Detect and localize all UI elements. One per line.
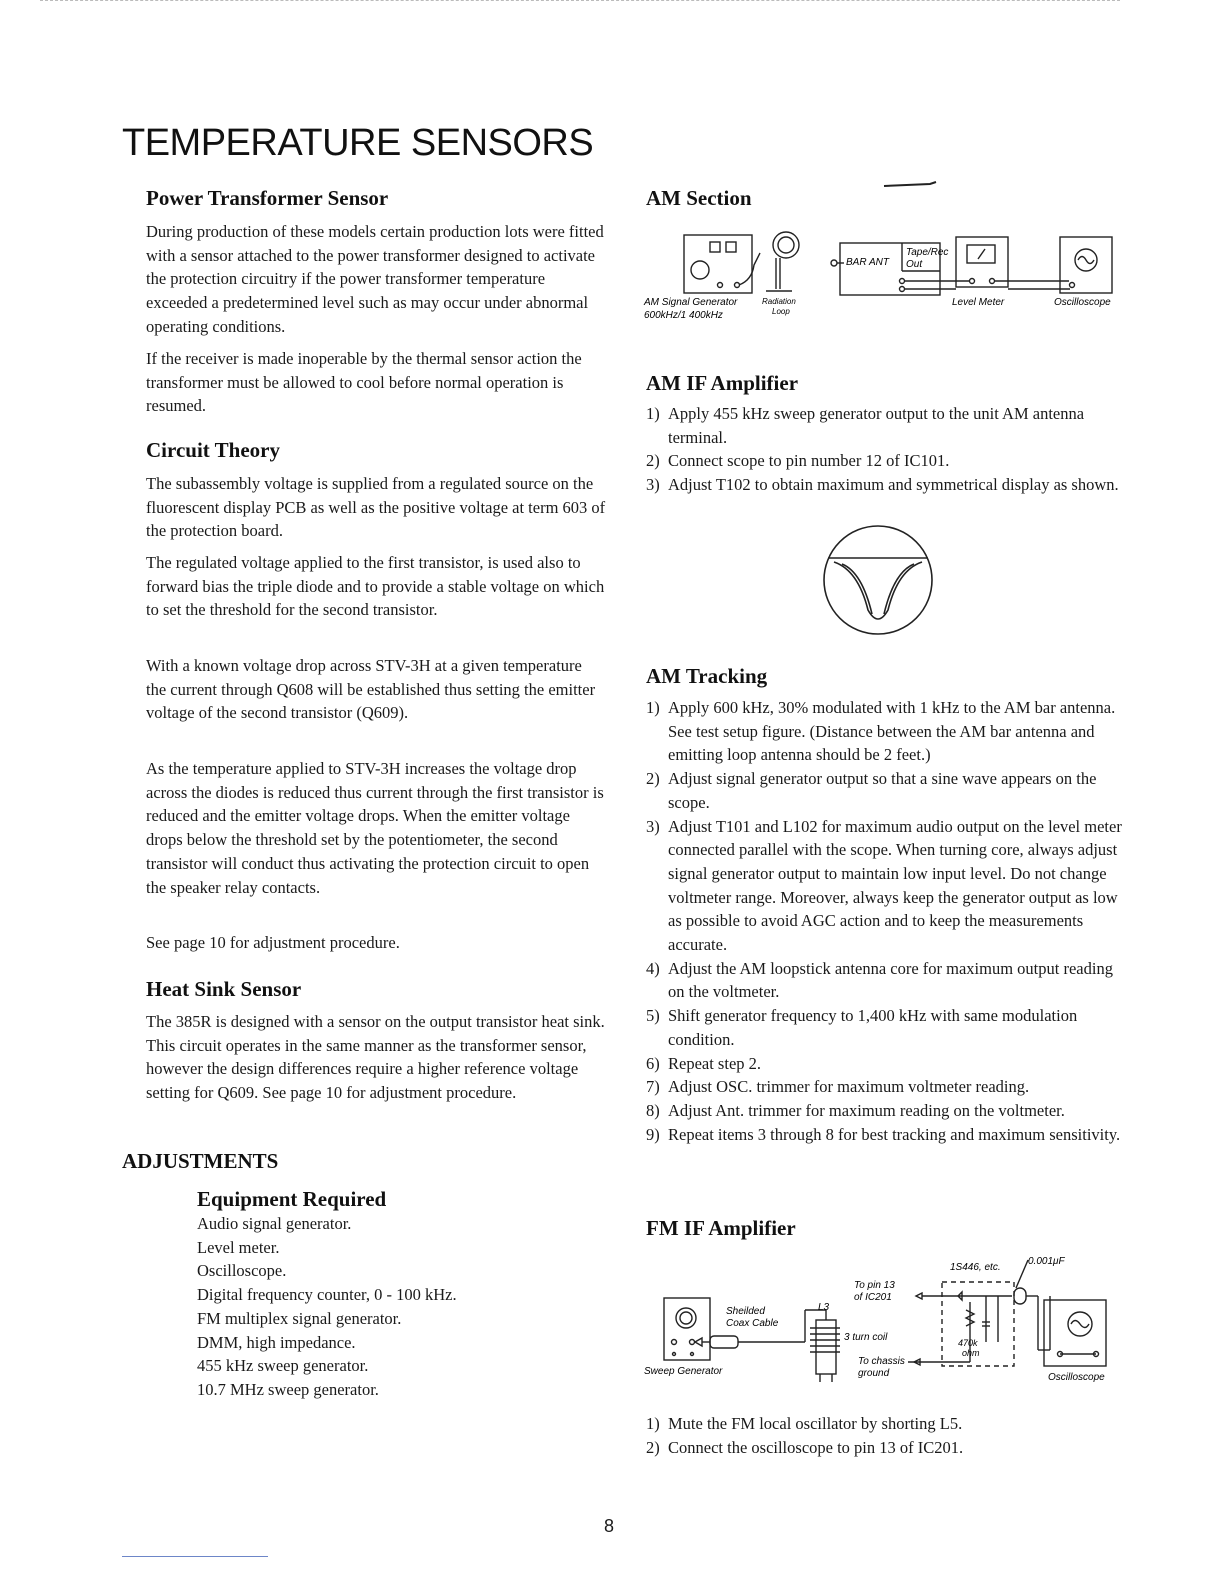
am-tracking-step: 7) Adjust OSC. trimmer for maximum voltmeter reading. xyxy=(646,1077,1030,1097)
equipment-item: Oscilloscope. xyxy=(197,1261,287,1281)
am-if-waveform-display xyxy=(818,524,938,636)
power-sensor-heading: Power Transformer Sensor xyxy=(146,186,389,210)
equipment-item: Digital frequency counter, 0 - 100 kHz. xyxy=(197,1285,457,1305)
capacitor-label: 0.001μF xyxy=(1028,1256,1065,1267)
power-sensor-paragraph-2: If the receiver is made inoperable by the thermal sensor action the transformer must be allowed to cool before normal operation is resumed. xyxy=(146,349,582,416)
heat-sink-paragraph: The 385R is designed with a sensor on the output transistor heat sink. This circuit operates in the same manner as the transformer sensor, however the design differences require a higher reference voltage setting for Q609. See page 10 for adjustment procedure. xyxy=(146,1012,605,1103)
radiation-label: Radiation xyxy=(762,297,796,306)
oscilloscope-label: Oscilloscope xyxy=(1054,297,1111,308)
equipment-item: FM multiplex signal generator. xyxy=(197,1308,402,1328)
am-generator-frequency-label: 600kHz/1 400kHz xyxy=(644,310,723,321)
power-sensor-paragraph-1: During production of these models certain production lots were fitted with a sensor attached to the power transformer designed to activate the protection circuitry if the power transformer temperature exceeded a predetermined level such as may occur under abnormal operating conditions. xyxy=(146,222,604,336)
am-if-step: 2) Connect scope to pin number 12 of IC101. xyxy=(646,451,950,471)
fm-if-step: 1) Mute the FM local oscillator by shorting L5. xyxy=(646,1414,963,1433)
l3-label: L3 xyxy=(818,1302,830,1313)
sweep-generator-label: Sweep Generator xyxy=(644,1366,723,1377)
shielded-label: Sheilded xyxy=(726,1306,765,1317)
am-tracking-heading: AM Tracking xyxy=(646,664,768,688)
fm-if-step: 2) Connect the oscilloscope to pin 13 of IC201. xyxy=(646,1437,964,1457)
sweep-generator-box xyxy=(664,1298,710,1360)
circuit-theory-heading: Circuit Theory xyxy=(146,438,280,462)
fm-oscilloscope-label: Oscilloscope xyxy=(1048,1372,1105,1383)
am-tracking-step: 5) Shift generator frequency to 1,400 kHz with same modulation condition. xyxy=(646,1006,1078,1049)
am-tracking-step: 1) Apply 600 kHz, 30% modulated with 1 kHz to the AM bar antenna. See test setup figure. (Distance between the AM bar antenna and emitting loop antenna should be 2 feet.) xyxy=(646,698,1116,765)
am-if-heading: AM IF Amplifier xyxy=(646,371,799,395)
footer-rule xyxy=(122,1556,268,1557)
coax-cable-label: Coax Cable xyxy=(726,1318,779,1329)
resistor-unit-label: ohm xyxy=(962,1348,980,1358)
am-tracking-step: 2) Adjust signal generator output so that a sine wave appears on the scope. xyxy=(646,769,1097,812)
equipment-heading: Equipment Required xyxy=(197,1187,387,1211)
am-if-steps xyxy=(646,402,1124,497)
scan-mark-arrow xyxy=(880,176,940,190)
page-number: 8 xyxy=(604,1516,615,1536)
tape-rec-out-label: Out xyxy=(906,259,923,270)
diode-label: 1S446, etc. xyxy=(950,1262,1001,1273)
am-generator-label: AM Signal Generator xyxy=(644,297,738,308)
oscilloscope-box xyxy=(1060,237,1112,293)
fm-if-heading: FM IF Amplifier xyxy=(646,1216,796,1240)
to-pin-label: To pin 13 xyxy=(854,1280,895,1291)
resistor-value-label: 470k xyxy=(958,1338,978,1348)
equipment-item: Audio signal generator. xyxy=(197,1214,352,1233)
circuit-theory-paragraph-4: As the temperature applied to STV-3H increases the voltage drop across the diodes is reduced thus current through the first transistor is reduced and the emitter voltage drops. When the emitter voltage drops below the threshold set by the potentiometer, the second transistor will conduct thus activating the protection circuit to open the speaker relay contacts. xyxy=(146,759,604,897)
circuit-theory-paragraph-5: See page 10 for adjustment procedure. xyxy=(146,933,400,952)
am-tracking-step: 6) Repeat step 2. xyxy=(646,1053,762,1073)
am-tracking-step: 4) Adjust the AM loopstick antenna core for maximum output reading on the voltmeter. xyxy=(646,958,1113,1002)
am-test-setup-diagram xyxy=(640,225,1120,325)
fm-if-test-setup-diagram xyxy=(640,1250,1120,1385)
equipment-item: 10.7 MHz sweep generator. xyxy=(197,1379,379,1399)
circuit-theory-paragraph-2: The regulated voltage applied to the first transistor, is used also to forward bias the triple diode and to provide a stable voltage on which to set the threshold for the second transistor. xyxy=(146,553,605,620)
tape-rec-label: Tape/Rec xyxy=(906,247,949,258)
am-if-step: 3) Adjust T102 to obtain maximum and symmetrical display as shown. xyxy=(646,475,1119,495)
of-ic201-label: of IC201 xyxy=(854,1292,892,1303)
radiation-loop-shape xyxy=(773,232,799,258)
am-tracking-step: 3) Adjust T101 and L102 for maximum audio output on the level meter connected parallel with the scope. When turning core, always adjust signal generator output to maintain low input level. Do not change voltmeter range. Moreover, always keep the generator output as low as possible to avoid AGC action and to keep the measurements accurate. xyxy=(646,816,1122,955)
am-tracking-step: 8) Adjust Ant. trimmer for maximum reading on the voltmeter. xyxy=(646,1100,1065,1120)
circuit-theory-paragraph-1: The subassembly voltage is supplied from a regulated source on the fluorescent display PCB as well as the positive voltage at term 603 of the protection board. xyxy=(146,474,606,541)
am-tracking-steps xyxy=(646,696,1126,1146)
level-meter-label: Level Meter xyxy=(952,297,1005,308)
equipment-item: Level meter. xyxy=(197,1237,280,1257)
heat-sink-heading: Heat Sink Sensor xyxy=(146,977,302,1001)
fm-if-steps xyxy=(646,1412,1124,1459)
am-section-heading: AM Section xyxy=(646,186,752,210)
equipment-item: DMM, high impedance. xyxy=(197,1332,356,1352)
bar-ant-label: BAR ANT xyxy=(846,257,889,268)
top-scan-edge xyxy=(40,0,1120,1)
ground-label: ground xyxy=(858,1368,890,1379)
equipment-list xyxy=(197,1212,577,1402)
loop-label: Loop xyxy=(772,307,790,316)
adjustments-heading: ADJUSTMENTS xyxy=(122,1149,279,1173)
page-title: TEMPERATURE SENSORS xyxy=(122,122,594,164)
to-chassis-label: To chassis xyxy=(858,1356,905,1367)
am-if-step: 1) Apply 455 kHz sweep generator output to the unit AM antenna terminal. xyxy=(646,404,1085,447)
circuit-theory-paragraph-3: With a known voltage drop across STV-3H at a given temperature the current through Q608 will be established thus setting the emitter voltage of the second transistor (Q609). xyxy=(146,656,596,723)
turn-coil-label: 3 turn coil xyxy=(844,1332,888,1343)
equipment-item: 455 kHz sweep generator. xyxy=(197,1356,369,1376)
am-tracking-step: 9) Repeat items 3 through 8 for best tracking and maximum sensitivity. xyxy=(646,1124,1121,1144)
